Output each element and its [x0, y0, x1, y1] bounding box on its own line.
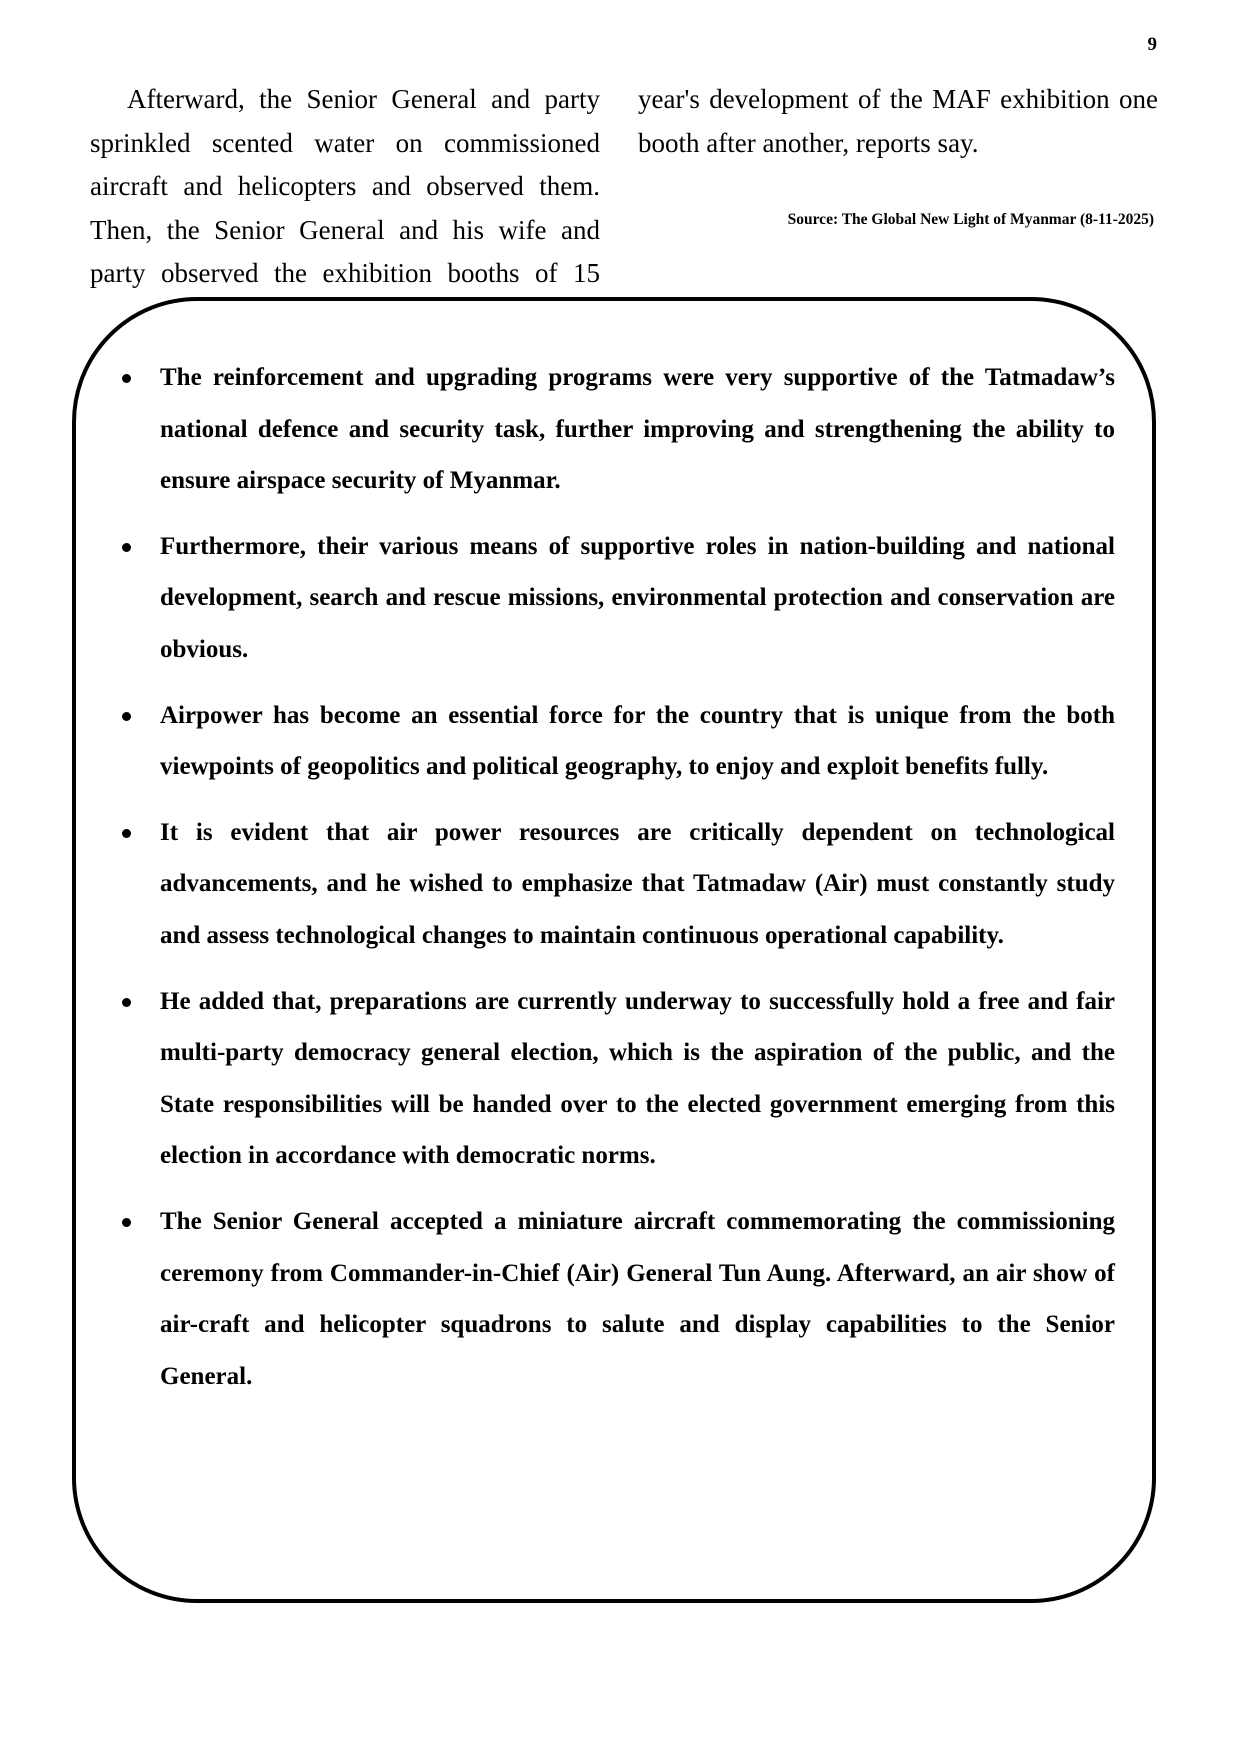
- list-item-text: Furthermore, their various means of supportive roles in nation-building and national development, search and rescue missions, environmental protection and conservation are obvious.: [160, 532, 1115, 663]
- highlights-list: [115, 352, 1115, 1416]
- bullet-icon: [122, 374, 131, 383]
- list-item: [115, 521, 1115, 676]
- left-column-paragraph: Afterward, the Senior General and party sprinkled scented water on commissioned aircraft and helicopters and observed them. Then, the Senior General and his wife and party observed the exhibition booths of 15: [90, 84, 600, 288]
- page-number: 9: [1147, 34, 1157, 55]
- list-item-text: It is evident that air power resources are critically dependent on technological advancements, and he wished to emphasize that Tatmadaw (Air) must constantly study and assess technological changes to maintain continuous operational capability.: [160, 818, 1115, 949]
- list-item-text: Airpower has become an essential force for the country that is unique from the both viewpoints of geopolitics and political geography, to enjoy and exploit benefits fully.: [160, 701, 1115, 781]
- list-item: [115, 352, 1115, 507]
- bullet-icon: [122, 829, 131, 838]
- list-item: [115, 807, 1115, 962]
- right-column-paragraph: year's development of the MAF exhibition one booth after another, reports say.: [638, 84, 1158, 158]
- list-item: [115, 1196, 1115, 1402]
- left-column: [90, 78, 600, 296]
- list-item: [115, 976, 1115, 1182]
- bullet-icon: [122, 1218, 131, 1227]
- bullet-icon: [122, 712, 131, 721]
- source-citation: Source: The Global New Light of Myanmar (8-11-2025): [787, 211, 1154, 228]
- list-item-text: The Senior General accepted a miniature aircraft commemorating the commissioning ceremony from Commander-in-Chief (Air) General Tun Aung. Afterward, an air show of air-craft and helicopter squadrons to salute and display capabilities to the Senior General.: [160, 1207, 1115, 1390]
- bullet-icon: [122, 543, 131, 552]
- list-item-text: The reinforcement and upgrading programs were very supportive of the Tatmadaw’s national defence and security task, further improving and strengthening the ability to ensure airspace security of Myanmar.: [160, 364, 1115, 495]
- right-column: [638, 78, 1158, 165]
- bullet-icon: [122, 998, 131, 1007]
- list-item-text: He added that, preparations are currently underway to successfully hold a free and fair multi-party democracy general election, which is the aspiration of the public, and the State responsibilities will be handed over to the elected government emerging from this election in accordance with democratic norms.: [160, 987, 1115, 1170]
- list-item: [115, 690, 1115, 793]
